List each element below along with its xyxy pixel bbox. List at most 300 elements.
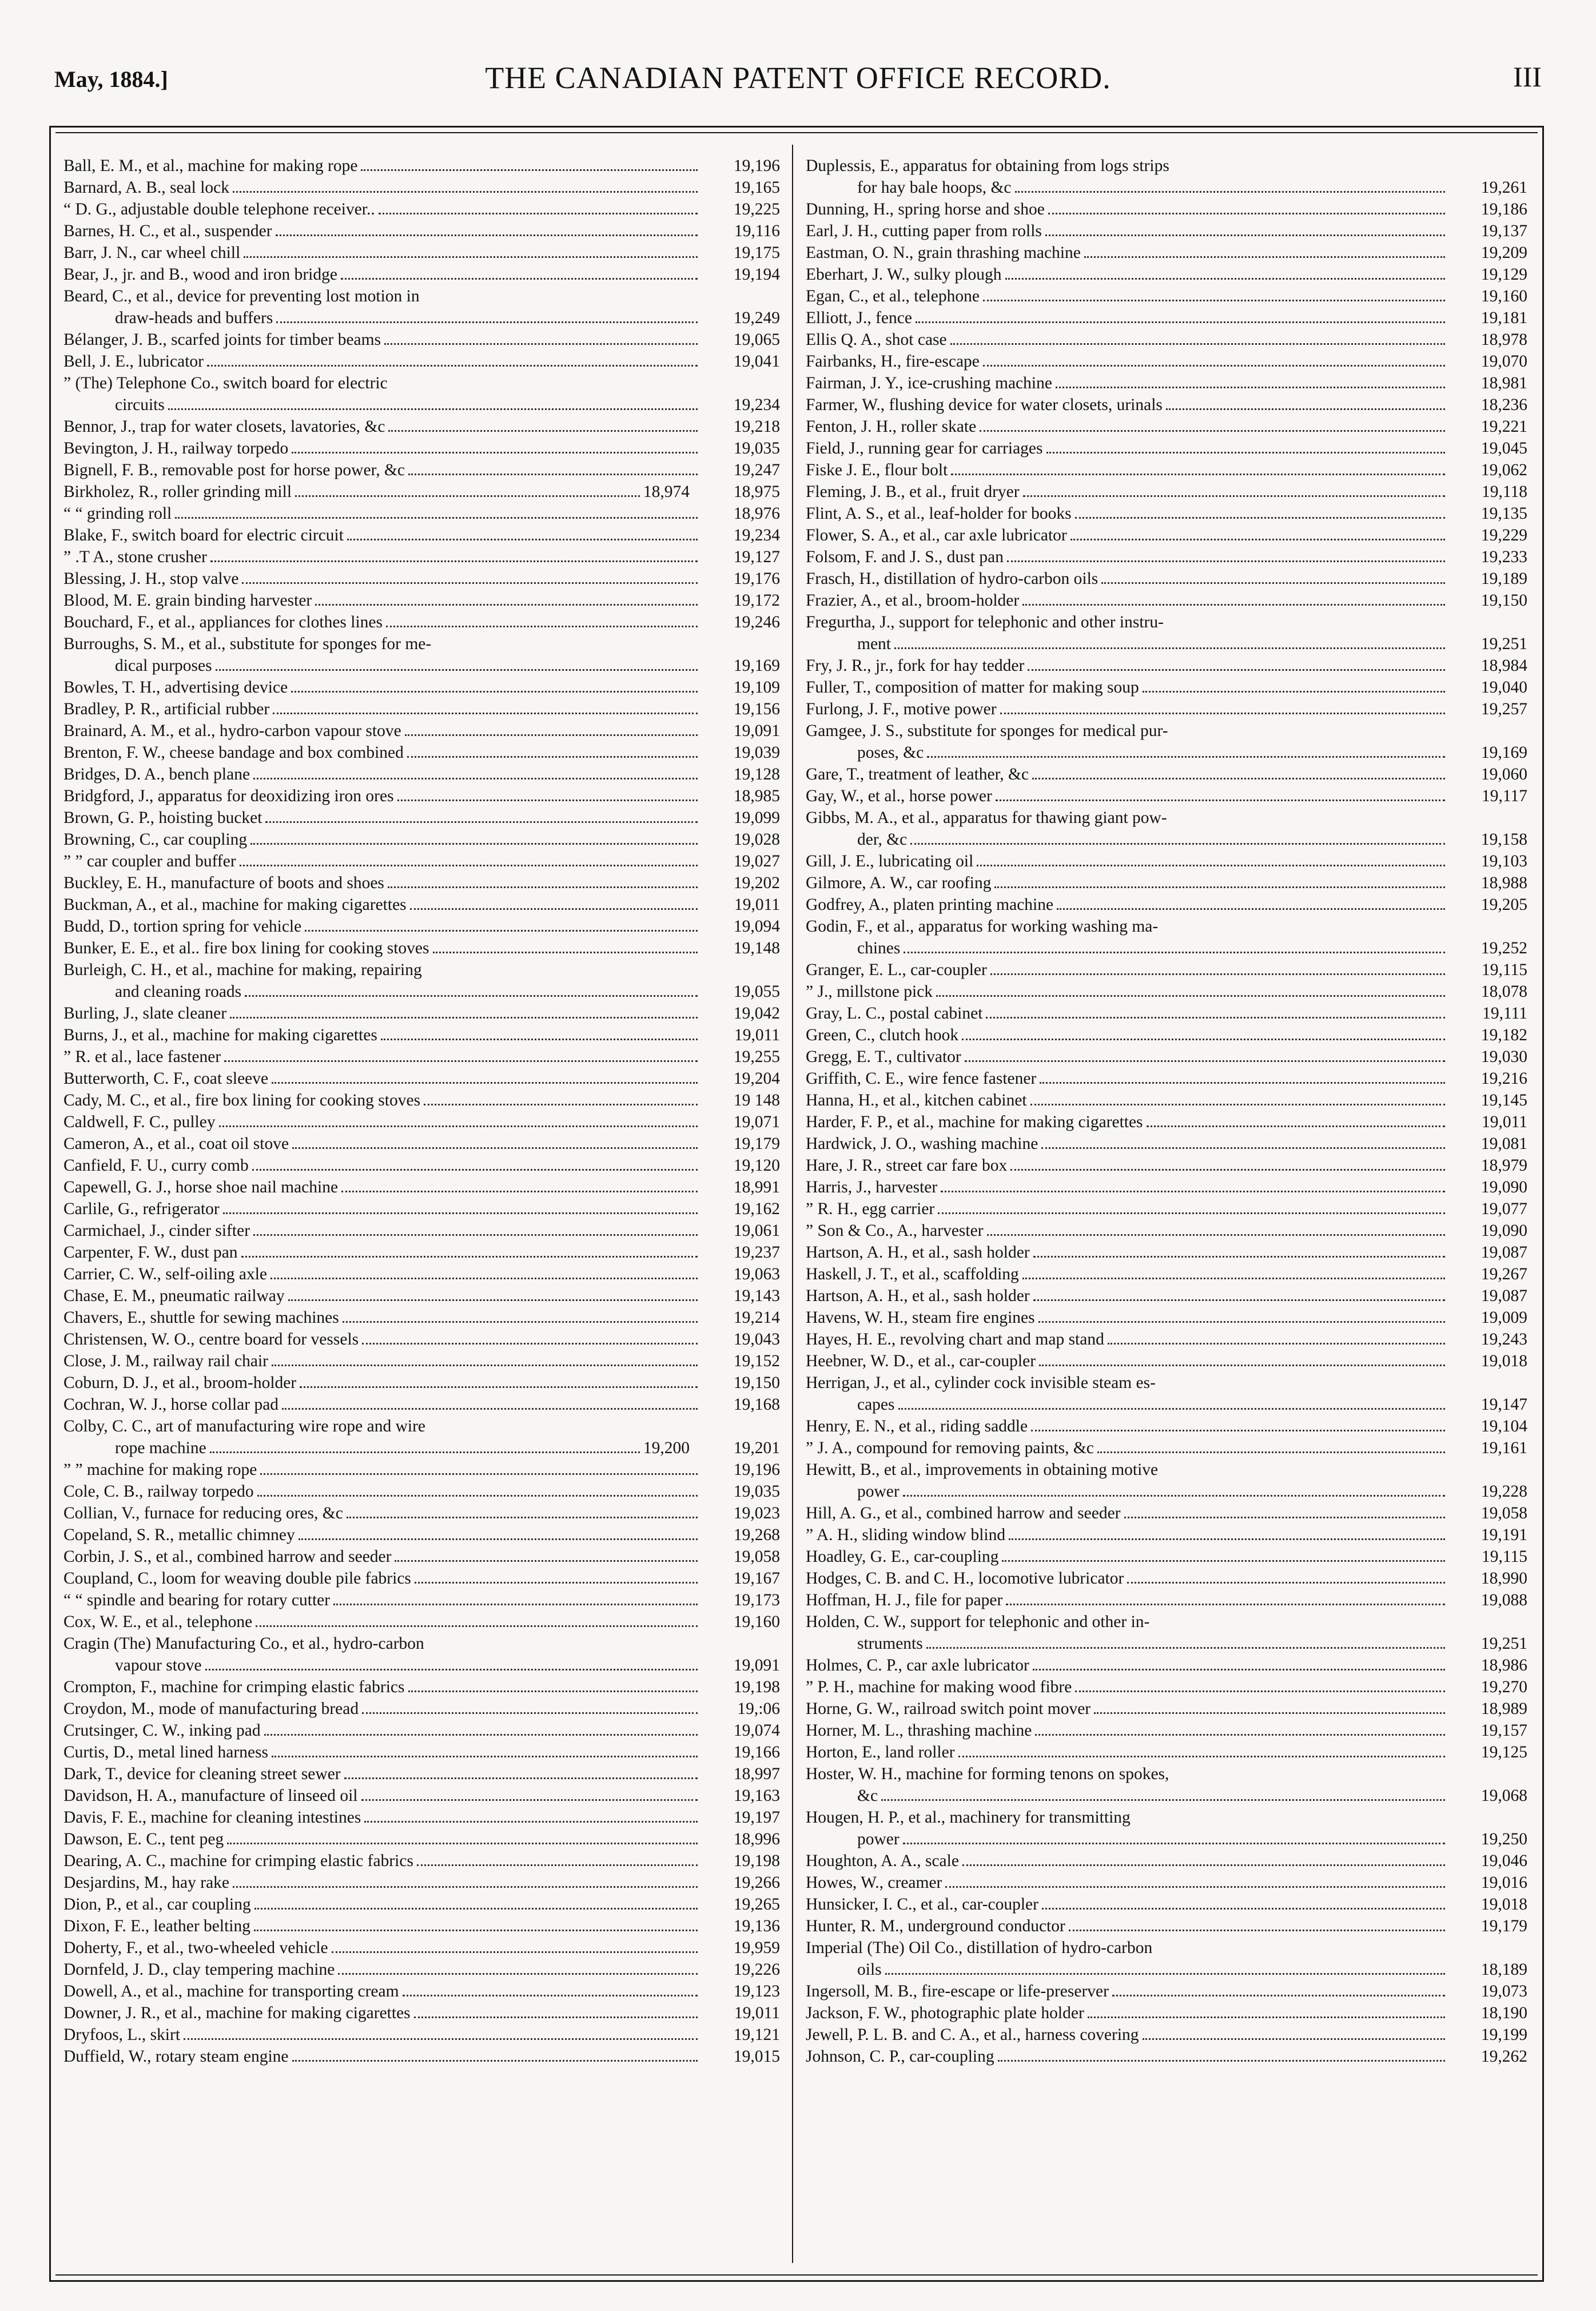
patent-number: 18,988 bbox=[1480, 874, 1527, 892]
entry-line bbox=[63, 1915, 780, 1937]
entry-text: Blake, F., switch board for electric circuit bbox=[63, 526, 344, 544]
dot-leader bbox=[388, 886, 698, 888]
entry-text: Dawson, E. C., tent peg bbox=[63, 1830, 224, 1848]
patent-number: 18,986 bbox=[1480, 1656, 1527, 1674]
entry-text: Hodges, C. B. and C. H., locomotive lubricator bbox=[806, 1569, 1124, 1588]
entry-line bbox=[63, 372, 780, 394]
patent-number: 19,058 bbox=[1480, 1504, 1527, 1522]
patent-number: 19,091 bbox=[733, 1656, 780, 1674]
index-entry bbox=[806, 1524, 1527, 1546]
patent-number: 18,978 bbox=[1480, 331, 1527, 349]
dot-leader bbox=[898, 1408, 1445, 1410]
dot-leader bbox=[903, 1843, 1445, 1844]
dot-leader bbox=[910, 843, 1445, 845]
dot-leader bbox=[1088, 2016, 1445, 2018]
index-entry bbox=[806, 785, 1527, 807]
entry-line bbox=[806, 546, 1527, 568]
dot-leader bbox=[254, 1908, 698, 1910]
patent-number: 19,041 bbox=[733, 352, 780, 371]
dot-leader bbox=[1035, 1734, 1445, 1736]
entry-text: Ingersoll, M. B., fire-escape or life-preserver bbox=[806, 1982, 1109, 2000]
entry-text: Horne, G. W., railroad switch point mover bbox=[806, 1700, 1091, 1718]
dot-leader bbox=[240, 865, 698, 866]
dot-leader bbox=[403, 1995, 698, 1996]
dot-leader bbox=[990, 973, 1445, 975]
entry-text: Elliott, J., fence bbox=[806, 309, 912, 327]
entry-line bbox=[806, 481, 1527, 503]
entry-text: power bbox=[857, 1830, 900, 1848]
index-entry bbox=[63, 329, 780, 351]
entry-line bbox=[63, 503, 780, 524]
patent-number: 19,160 bbox=[733, 1613, 780, 1631]
dot-leader bbox=[1143, 691, 1445, 693]
entry-text: chines bbox=[857, 939, 901, 957]
dot-leader bbox=[977, 865, 1445, 866]
entry-text: Havens, W. H., steam fire engines bbox=[806, 1308, 1035, 1327]
dot-leader bbox=[1010, 1169, 1445, 1171]
patent-number: 19,094 bbox=[733, 917, 780, 936]
entry-text: Eberhart, J. W., sulky plough bbox=[806, 265, 1002, 284]
entry-text: Hougen, H. P., et al., machinery for transmitting bbox=[806, 1808, 1131, 1827]
entry-text: circuits bbox=[115, 396, 165, 414]
dot-leader bbox=[305, 930, 698, 932]
entry-text: Howes, W., creamer bbox=[806, 1874, 942, 1892]
dot-leader bbox=[1000, 713, 1445, 714]
dot-leader bbox=[245, 995, 698, 997]
dot-leader bbox=[244, 256, 698, 258]
entry-text: dical purposes bbox=[115, 657, 212, 675]
entry-line bbox=[806, 351, 1527, 372]
entry-text: Gilmore, A. W., car roofing bbox=[806, 874, 992, 892]
entry-line bbox=[63, 1285, 780, 1307]
patent-number: 19,249 bbox=[733, 309, 780, 327]
patent-number: 19,266 bbox=[733, 1874, 780, 1892]
entry-line bbox=[806, 916, 1527, 937]
dot-leader bbox=[338, 1973, 698, 1975]
index-entry bbox=[806, 1872, 1527, 1894]
index-entry bbox=[806, 1437, 1527, 1459]
entry-line bbox=[63, 742, 780, 763]
entry-text: Beard, C., et al., device for preventing lost motion in bbox=[63, 287, 420, 305]
dot-leader bbox=[291, 691, 698, 693]
entry-text: Colby, C. C., art of manufacturing wire rope and wire bbox=[63, 1417, 425, 1435]
index-entry bbox=[806, 850, 1527, 872]
entry-text: Close, J. M., railway rail chair bbox=[63, 1352, 269, 1370]
patent-number: 19,061 bbox=[733, 1222, 780, 1240]
entry-line bbox=[63, 1980, 780, 2002]
patent-number: 19,011 bbox=[734, 2004, 780, 2022]
patent-number: 19,205 bbox=[1480, 896, 1527, 914]
index-entry bbox=[63, 416, 780, 437]
entry-line bbox=[63, 329, 780, 351]
patent-number: 18,991 bbox=[733, 1178, 780, 1196]
index-entry bbox=[63, 1763, 780, 1785]
index-entry bbox=[63, 1785, 780, 1807]
dot-leader bbox=[276, 234, 698, 236]
entry-line bbox=[806, 242, 1527, 264]
index-entry bbox=[63, 1133, 780, 1155]
dot-leader bbox=[1028, 669, 1445, 671]
entry-text: Dornfeld, J. D., clay tempering machine bbox=[63, 1960, 335, 1979]
dot-leader bbox=[1069, 1930, 1445, 1931]
index-entry bbox=[63, 1676, 780, 1698]
patent-number: 19,157 bbox=[1480, 1721, 1527, 1740]
index-entry bbox=[806, 916, 1527, 959]
index-entry bbox=[63, 1720, 780, 1741]
dot-leader bbox=[881, 1799, 1445, 1801]
dot-leader bbox=[332, 1951, 698, 1953]
index-entry bbox=[806, 1350, 1527, 1372]
dot-leader bbox=[986, 1017, 1445, 1019]
entry-line bbox=[806, 1589, 1527, 1611]
index-entry bbox=[63, 1633, 780, 1676]
entry-line bbox=[63, 1546, 780, 1568]
patent-number: 19,162 bbox=[733, 1200, 780, 1218]
entry-line bbox=[63, 1502, 780, 1524]
dot-leader bbox=[1009, 1538, 1445, 1540]
patent-number: 19,018 bbox=[1480, 1352, 1527, 1370]
dot-leader bbox=[254, 1930, 698, 1931]
index-entry bbox=[806, 1155, 1527, 1176]
entry-line bbox=[806, 1828, 1527, 1850]
dot-leader bbox=[994, 886, 1445, 888]
entry-line bbox=[806, 720, 1527, 742]
index-entry bbox=[63, 1502, 780, 1524]
entry-text: Hardwick, J. O., washing machine bbox=[806, 1135, 1038, 1153]
entry-text: Bevington, J. H., railway torpedo bbox=[63, 439, 289, 458]
index-entry bbox=[63, 242, 780, 264]
entry-text: Johnson, C. P., car-coupling bbox=[806, 2047, 994, 2066]
patent-number: 19,229 bbox=[1480, 526, 1527, 544]
page-number: III bbox=[1513, 61, 1542, 93]
dot-leader bbox=[223, 1212, 698, 1214]
index-entry bbox=[806, 1720, 1527, 1741]
patent-number: 19,121 bbox=[733, 2026, 780, 2044]
dot-leader bbox=[1033, 1669, 1445, 1670]
patent-number: 19,191 bbox=[1480, 1526, 1527, 1544]
patent-number: 19,257 bbox=[1480, 700, 1527, 718]
entry-text: Egan, C., et al., telephone bbox=[806, 287, 980, 305]
entry-text: Bridges, D. A., bench plane bbox=[63, 765, 250, 783]
entry-text: Brenton, F. W., cheese bandage and box combined bbox=[63, 743, 404, 762]
entry-line bbox=[806, 1894, 1527, 1915]
entry-text: Carpenter, F. W., dust pan bbox=[63, 1243, 238, 1262]
patent-number: 19,103 bbox=[1480, 852, 1527, 870]
index-entry bbox=[63, 1807, 780, 1828]
entry-text: Carmichael, J., cinder sifter bbox=[63, 1222, 250, 1240]
entry-text: Ball, E. M., et al., machine for making rope bbox=[63, 157, 358, 175]
patent-number: 19,216 bbox=[1480, 1069, 1527, 1088]
entry-line bbox=[806, 1502, 1527, 1524]
index-entry bbox=[806, 2046, 1527, 2067]
entry-line bbox=[806, 633, 1527, 655]
patent-number: 19,:06 bbox=[737, 1700, 780, 1718]
dot-leader bbox=[341, 278, 698, 280]
dot-leader bbox=[1127, 1582, 1445, 1584]
entry-line bbox=[63, 1003, 780, 1024]
entry-text: Caldwell, F. C., pulley bbox=[63, 1113, 216, 1131]
patent-number: 19,060 bbox=[1480, 765, 1527, 783]
patent-number: 19,228 bbox=[1480, 1482, 1527, 1501]
entry-line bbox=[806, 220, 1527, 242]
dot-leader bbox=[424, 1104, 698, 1105]
entry-line bbox=[63, 1372, 780, 1394]
patent-number: 19,150 bbox=[1480, 591, 1527, 610]
entry-text: Christensen, W. O., centre board for vessels bbox=[63, 1330, 359, 1349]
entry-line bbox=[63, 1633, 780, 1654]
patent-number: 19,071 bbox=[733, 1113, 780, 1131]
patent-number: 19,234 bbox=[733, 396, 780, 414]
entry-extra-number: 18,974 bbox=[643, 483, 690, 501]
entry-text: Horner, M. L., thrashing machine bbox=[806, 1721, 1032, 1740]
dot-leader bbox=[184, 2038, 698, 2040]
dot-leader bbox=[276, 321, 698, 323]
entry-line bbox=[63, 677, 780, 698]
entry-text: Brown, G. P., hoisting bucket bbox=[63, 809, 262, 827]
entry-line bbox=[63, 2046, 780, 2067]
patent-number: 19,179 bbox=[733, 1135, 780, 1153]
patent-number: 19,198 bbox=[733, 1852, 780, 1870]
index-entry bbox=[63, 1937, 780, 1959]
entry-line bbox=[806, 1654, 1527, 1676]
entry-line bbox=[806, 1350, 1527, 1372]
entry-line bbox=[806, 198, 1527, 220]
dot-leader bbox=[219, 1125, 698, 1127]
index-entry bbox=[63, 2024, 780, 2046]
index-entry bbox=[806, 1698, 1527, 1720]
entry-line bbox=[63, 763, 780, 785]
patent-number: 19,099 bbox=[733, 809, 780, 827]
entry-line bbox=[63, 1350, 780, 1372]
patent-number: 19,109 bbox=[733, 678, 780, 697]
entry-text: Dunning, H., spring horse and shoe bbox=[806, 200, 1045, 218]
entry-line bbox=[806, 1872, 1527, 1894]
index-entry bbox=[806, 1894, 1527, 1915]
entry-line bbox=[806, 1111, 1527, 1133]
index-entry bbox=[63, 1111, 780, 1133]
entry-line bbox=[806, 1437, 1527, 1459]
dot-leader bbox=[292, 1147, 698, 1149]
entry-line bbox=[806, 590, 1527, 611]
patent-number: 19,087 bbox=[1480, 1243, 1527, 1262]
entry-text: Barr, J. N., car wheel chill bbox=[63, 244, 241, 262]
entry-text: “ D. G., adjustable double telephone receiver.. bbox=[63, 200, 375, 218]
entry-line bbox=[63, 720, 780, 742]
entry-text: Dryfoos, L., skirt bbox=[63, 2026, 181, 2044]
entry-line bbox=[806, 177, 1527, 198]
patent-number: 19,011 bbox=[1481, 1113, 1527, 1131]
entry-line bbox=[63, 1524, 780, 1546]
patent-number: 19,104 bbox=[1480, 1417, 1527, 1435]
patent-number: 19,251 bbox=[1480, 1634, 1527, 1653]
patent-number: 19,143 bbox=[733, 1287, 780, 1305]
column-divider bbox=[792, 145, 793, 2263]
dot-leader bbox=[292, 2060, 698, 2062]
patent-number: 19,123 bbox=[733, 1982, 780, 2000]
index-entry bbox=[806, 1198, 1527, 1220]
index-entry bbox=[63, 1481, 780, 1502]
patent-number: 19,147 bbox=[1480, 1395, 1527, 1414]
index-entry bbox=[63, 1698, 780, 1720]
entry-line bbox=[63, 894, 780, 916]
entry-text: Buckley, E. H., manufacture of boots and shoes bbox=[63, 874, 384, 892]
patent-number: 19,158 bbox=[1480, 830, 1527, 849]
dot-leader bbox=[168, 408, 698, 410]
dot-leader bbox=[272, 1082, 698, 1084]
patent-number: 19,090 bbox=[1480, 1222, 1527, 1240]
entry-line bbox=[806, 763, 1527, 785]
dot-leader bbox=[1031, 1430, 1445, 1431]
patent-number: 19,127 bbox=[733, 548, 780, 566]
index-entry bbox=[806, 655, 1527, 677]
index-entry bbox=[806, 1328, 1527, 1350]
index-entry bbox=[806, 329, 1527, 351]
entry-line bbox=[806, 437, 1527, 459]
index-entry bbox=[63, 1307, 780, 1328]
patent-number: 19,117 bbox=[1481, 787, 1527, 805]
dot-leader bbox=[1023, 495, 1445, 497]
dot-leader bbox=[926, 1647, 1445, 1649]
entry-text: and cleaning roads bbox=[115, 983, 242, 1001]
index-entry bbox=[806, 1242, 1527, 1263]
index-entry bbox=[63, 1524, 780, 1546]
index-entry bbox=[806, 763, 1527, 785]
index-entry bbox=[806, 1003, 1527, 1024]
patent-number: 19,225 bbox=[733, 200, 780, 218]
patent-number: 19,055 bbox=[733, 983, 780, 1001]
index-entry bbox=[63, 1611, 780, 1633]
index-entry bbox=[806, 546, 1527, 568]
entry-text: Fleming, J. B., et al., fruit dryer bbox=[806, 483, 1020, 501]
entry-line bbox=[63, 1133, 780, 1155]
index-entry bbox=[63, 1546, 780, 1568]
patent-number: 19,237 bbox=[733, 1243, 780, 1262]
dot-leader bbox=[1147, 1125, 1445, 1127]
entry-line bbox=[63, 1611, 780, 1633]
index-entry bbox=[806, 1741, 1527, 1763]
patent-number: 19,011 bbox=[734, 1026, 780, 1044]
patent-number: 19,128 bbox=[733, 765, 780, 783]
dot-leader bbox=[241, 1256, 698, 1258]
dot-leader bbox=[904, 952, 1445, 953]
patent-number: 19,175 bbox=[733, 244, 780, 262]
index-entry bbox=[806, 285, 1527, 307]
entry-line bbox=[806, 1785, 1527, 1807]
index-entry bbox=[806, 307, 1527, 329]
patent-number: 19,209 bbox=[1480, 244, 1527, 262]
entry-text: Chase, E. M., pneumatic railway bbox=[63, 1287, 285, 1305]
dot-leader bbox=[1143, 2038, 1445, 2040]
patent-number: 18,990 bbox=[1480, 1569, 1527, 1588]
patent-number: 19,030 bbox=[1480, 1048, 1527, 1066]
patent-number: 19,152 bbox=[733, 1352, 780, 1370]
entry-line bbox=[63, 1046, 780, 1068]
dot-leader bbox=[224, 1060, 698, 1062]
entry-text: Bunker, E. E., et al.. fire box lining for cooking stoves bbox=[63, 939, 429, 957]
entry-line bbox=[806, 1394, 1527, 1415]
dot-leader bbox=[1046, 452, 1446, 454]
entry-text: ” J., millstone pick bbox=[806, 983, 933, 1001]
entry-line bbox=[63, 1415, 780, 1437]
index-entry bbox=[63, 1741, 780, 1763]
index-entry bbox=[806, 1068, 1527, 1089]
dot-leader bbox=[388, 430, 698, 432]
entry-line bbox=[806, 459, 1527, 481]
dot-leader bbox=[1070, 539, 1445, 540]
entry-text: Hanna, H., et al., kitchen cabinet bbox=[806, 1091, 1027, 1109]
dot-leader bbox=[252, 1169, 698, 1171]
entry-line bbox=[63, 1307, 780, 1328]
index-entry bbox=[806, 481, 1527, 503]
issue-date: May, 1884.] bbox=[54, 66, 168, 92]
patent-number: 19,267 bbox=[1480, 1265, 1527, 1283]
entry-line bbox=[806, 1741, 1527, 1763]
index-entry bbox=[63, 1372, 780, 1394]
entry-line bbox=[806, 1176, 1527, 1198]
entry-line bbox=[806, 416, 1527, 437]
patent-number: 19,156 bbox=[733, 700, 780, 718]
entry-text: Cole, C. B., railway torpedo bbox=[63, 1482, 254, 1501]
entry-line bbox=[63, 1242, 780, 1263]
dot-leader bbox=[344, 1777, 698, 1779]
entry-line bbox=[806, 1242, 1527, 1263]
entry-line bbox=[63, 307, 780, 329]
dot-leader bbox=[1048, 213, 1445, 214]
index-entry bbox=[806, 1263, 1527, 1285]
dot-leader bbox=[1108, 1343, 1445, 1345]
patent-number: 19,091 bbox=[733, 722, 780, 740]
dot-leader bbox=[361, 169, 698, 171]
dot-leader bbox=[300, 1386, 698, 1388]
patent-number: 19,243 bbox=[1480, 1330, 1527, 1349]
dot-leader bbox=[1007, 560, 1445, 562]
entry-line bbox=[806, 1089, 1527, 1111]
entry-text: Hill, A. G., et al., combined harrow and seeder bbox=[806, 1504, 1121, 1522]
patent-number: 19,166 bbox=[733, 1743, 780, 1761]
patent-number: 19,120 bbox=[733, 1156, 780, 1175]
dot-leader bbox=[958, 1756, 1445, 1757]
entry-text: Cameron, A., et al., coat oil stove bbox=[63, 1135, 289, 1153]
index-entry bbox=[63, 546, 780, 568]
entry-text: “ “ spindle and bearing for rotary cutter bbox=[63, 1591, 331, 1609]
patent-number: 18,236 bbox=[1480, 396, 1527, 414]
index-entry bbox=[806, 1502, 1527, 1524]
patent-number: 18,976 bbox=[733, 504, 780, 523]
index-entry bbox=[806, 807, 1527, 850]
entry-text: Burns, J., et al., machine for making cigarettes bbox=[63, 1026, 377, 1044]
entry-line bbox=[63, 1589, 780, 1611]
dot-leader bbox=[936, 995, 1445, 997]
index-entry bbox=[63, 1024, 780, 1046]
entry-line bbox=[806, 1980, 1527, 2002]
entry-line bbox=[63, 1872, 780, 1894]
index-entry bbox=[806, 568, 1527, 590]
index-entry bbox=[63, 1872, 780, 1894]
index-entry bbox=[63, 2002, 780, 2024]
entry-line bbox=[63, 1807, 780, 1828]
dot-leader bbox=[272, 1365, 698, 1366]
entry-text: Fuller, T., composition of matter for making soup bbox=[806, 678, 1139, 697]
entry-text: Bradley, P. R., artificial rubber bbox=[63, 700, 270, 718]
index-entry bbox=[806, 1654, 1527, 1676]
dot-leader bbox=[1022, 604, 1445, 606]
entry-text: ” A. H., sliding window blind bbox=[806, 1526, 1006, 1544]
entry-line bbox=[63, 916, 780, 937]
index-entry bbox=[63, 677, 780, 698]
index-entry bbox=[63, 742, 780, 763]
patent-number: 19,018 bbox=[1480, 1895, 1527, 1914]
dot-leader bbox=[230, 1017, 698, 1019]
